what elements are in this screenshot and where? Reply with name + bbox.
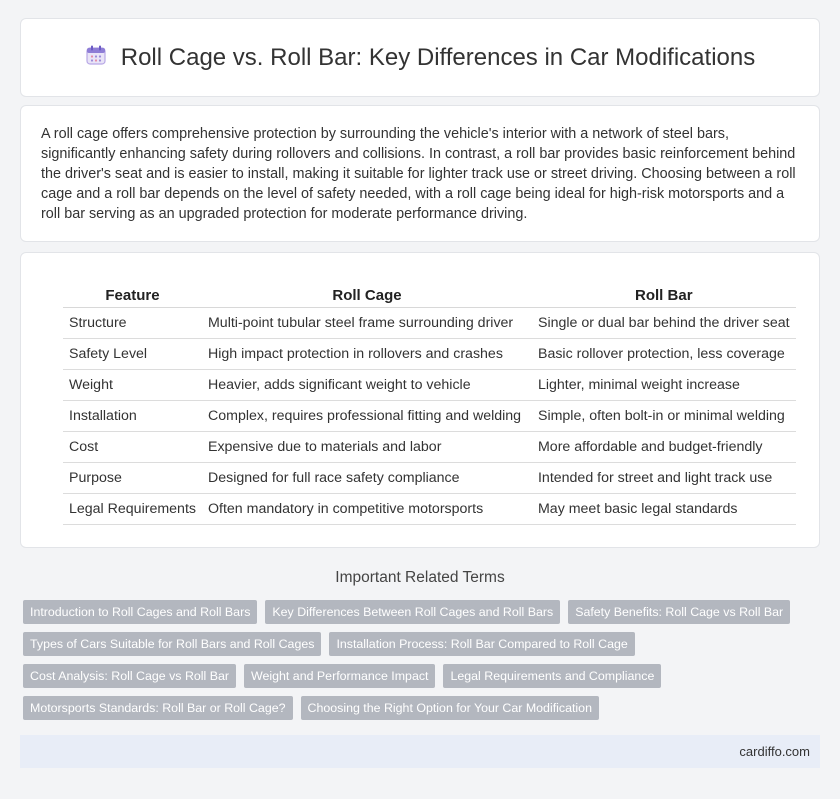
- feature-cell: Legal Requirements: [63, 494, 202, 525]
- table-row: [63, 401, 796, 432]
- page-title: Roll Cage vs. Roll Bar: Key Differences in Car Modifications: [120, 43, 756, 71]
- feature-cell: Installation: [63, 401, 202, 432]
- header-roll-bar: Roll Bar: [532, 281, 796, 308]
- roll-cage-cell: Expensive due to materials and labor: [202, 432, 532, 463]
- roll-cage-cell: Often mandatory in competitive motorsports: [202, 494, 532, 525]
- related-term-tag[interactable]: Weight and Performance Impact: [244, 664, 435, 688]
- related-terms-list: [23, 600, 803, 720]
- feature-cell: Purpose: [63, 463, 202, 494]
- roll-bar-cell: Lighter, minimal weight increase: [532, 370, 796, 401]
- roll-bar-cell: Intended for street and light track use: [532, 463, 796, 494]
- comparison-table: [63, 281, 796, 525]
- intro-card: [20, 105, 820, 242]
- title-wrap: [85, 44, 755, 72]
- roll-bar-cell: Single or dual bar behind the driver seat: [532, 308, 796, 339]
- roll-bar-cell: May meet basic legal standards: [532, 494, 796, 525]
- roll-cage-cell: High impact protection in rollovers and crashes: [202, 339, 532, 370]
- roll-bar-cell: Simple, often bolt-in or minimal welding: [532, 401, 796, 432]
- title-card: [20, 18, 820, 97]
- feature-cell: Structure: [63, 308, 202, 339]
- related-terms-heading: Important Related Terms: [335, 569, 505, 586]
- roll-cage-cell: Multi-point tubular steel frame surrounding driver: [202, 308, 532, 339]
- related-term-tag[interactable]: Choosing the Right Option for Your Car Modification: [301, 696, 599, 720]
- table-row: [63, 494, 796, 525]
- header-roll-cage: Roll Cage: [202, 281, 532, 308]
- table-row: [63, 308, 796, 339]
- related-term-tag[interactable]: Types of Cars Suitable for Roll Bars and Roll Cages: [23, 632, 321, 656]
- calendar-icon: [85, 44, 107, 71]
- table-row: [63, 339, 796, 370]
- comparison-card: [20, 252, 820, 548]
- feature-cell: Weight: [63, 370, 202, 401]
- roll-cage-cell: Complex, requires professional fitting and welding: [202, 401, 532, 432]
- related-term-tag[interactable]: Motorsports Standards: Roll Bar or Roll Cage?: [23, 696, 293, 720]
- table-row: [63, 463, 796, 494]
- related-term-tag[interactable]: Legal Requirements and Compliance: [443, 664, 661, 688]
- related-term-tag[interactable]: Safety Benefits: Roll Cage vs Roll Bar: [568, 600, 790, 624]
- related-term-tag[interactable]: Introduction to Roll Cages and Roll Bars: [23, 600, 257, 624]
- table-row: [63, 370, 796, 401]
- roll-cage-cell: Designed for full race safety compliance: [202, 463, 532, 494]
- related-term-tag[interactable]: Installation Process: Roll Bar Compared to Roll Cage: [329, 632, 634, 656]
- roll-bar-cell: More affordable and budget-friendly: [532, 432, 796, 463]
- table-row: [63, 432, 796, 463]
- related-term-tag[interactable]: Key Differences Between Roll Cages and Roll Bars: [265, 600, 560, 624]
- footer-site-link[interactable]: cardiffo.com: [739, 744, 810, 759]
- header-feature: Feature: [63, 281, 202, 308]
- intro-paragraph: A roll cage offers comprehensive protection by surrounding the vehicle's interior with a network of steel bars, significantly enhancing safety during rollovers and collisions. In contrast, a roll bar provides basic reinforcement behind the driver's seat and is easier to install, making it suitable for lighter track use or street driving. Choosing between a roll cage and a roll bar depends on the level of safety needed, with a roll cage being ideal for high-risk motorsports and a roll bar serving as an upgraded protection for moderate performance driving.: [41, 126, 796, 222]
- feature-cell: Safety Level: [63, 339, 202, 370]
- footer: [20, 735, 820, 768]
- related-term-tag[interactable]: Cost Analysis: Roll Cage vs Roll Bar: [23, 664, 236, 688]
- feature-cell: Cost: [63, 432, 202, 463]
- roll-cage-cell: Heavier, adds significant weight to vehicle: [202, 370, 532, 401]
- table-header-row: [63, 281, 796, 308]
- roll-bar-cell: Basic rollover protection, less coverage: [532, 339, 796, 370]
